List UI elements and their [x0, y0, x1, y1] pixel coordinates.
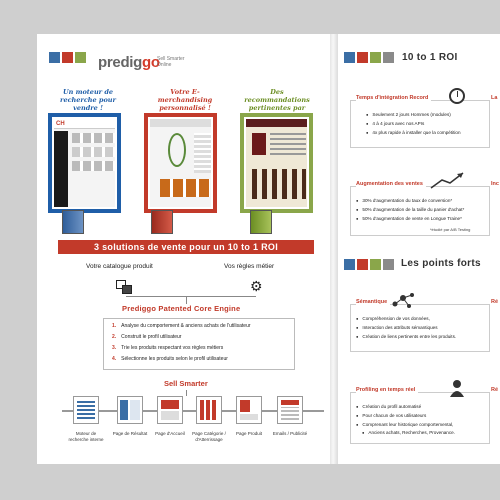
- integration-item-3: ● 4x plus rapide à installer que la compétition: [366, 130, 461, 135]
- stopwatch-icon: [449, 88, 465, 104]
- brand-logo: prediggo: [98, 54, 160, 71]
- profiling-item-2: ● Pour chacun de vos utilisateurs: [356, 413, 426, 418]
- connector-line-down: [186, 296, 187, 304]
- roi-square-blue: [344, 52, 355, 63]
- profiling-box: [350, 392, 490, 444]
- integration-title: Temps d'intégration Record: [356, 95, 431, 101]
- column-title-merchandising: Votre E-merchandising personnalisé !: [157, 88, 213, 112]
- integration-item-2: ● 4 à 4 jours avec nos APIs: [366, 121, 424, 126]
- catalogue-icon: [116, 280, 134, 294]
- thumb-emails: [277, 396, 303, 424]
- header-square-green: [75, 52, 86, 63]
- connector-line: [126, 296, 256, 297]
- recommendations-screenshot-card: [240, 113, 313, 213]
- rules-label: Vos règles métier: [224, 263, 275, 270]
- network-icon: [390, 290, 416, 310]
- merchandising-screenshot-card: [144, 113, 217, 213]
- user-profile-icon: [450, 379, 464, 397]
- thumb-home-page: [157, 396, 183, 424]
- page-spine: [330, 34, 338, 464]
- engine-title: Prediggo Patented Core Engine: [122, 304, 241, 313]
- semantic-cut-title: Ré: [491, 299, 499, 305]
- product-box-blue: [62, 210, 84, 234]
- output-label-emails: Emails / Publicité: [272, 431, 308, 436]
- engine-step-1: 1. Analyse du comportement & anciens achats de l'utilisateur: [112, 323, 251, 329]
- brand-tagline: Sell Smarter Online: [157, 56, 185, 68]
- points-square-green: [370, 259, 381, 270]
- solutions-banner: 3 solutions de vente pour un 10 to 1 ROI: [58, 240, 314, 254]
- integration-cut-title: La: [491, 95, 498, 101]
- output-label-results: Page de Résultat: [112, 431, 148, 436]
- profiling-item-4: ● Anciens achats, Recherches, Provenance.: [362, 430, 455, 435]
- output-label-search: Moteur de recherche interne: [68, 431, 104, 442]
- thumb-product-page: [236, 396, 262, 424]
- growth-arrow-icon: [430, 170, 466, 190]
- engine-step-2: 2. Construit le profil utilisateur: [112, 334, 182, 340]
- thumb-category-page: [196, 396, 222, 424]
- profiling-title: Profiling en temps réel: [356, 387, 418, 393]
- gears-icon: ⚙: [250, 278, 263, 294]
- column-title-recommendations: Des recommandations pertinentes par: [244, 88, 310, 112]
- header-square-red: [62, 52, 73, 63]
- roi-square-green: [370, 52, 381, 63]
- header-square-blue: [49, 52, 60, 63]
- sell-smarter-line: [186, 390, 187, 396]
- points-square-blue: [344, 259, 355, 270]
- roi-square-red: [357, 52, 368, 63]
- output-label-category: Page Catégorie / d'Atterrissage: [192, 431, 226, 442]
- roi-title: 10 to 1 ROI: [402, 52, 458, 63]
- profiling-item-1: ● Création du profil automatisé: [356, 404, 421, 409]
- semantic-item-3: ● Création de liens pertinents entre les produits.: [356, 334, 456, 339]
- search-screenshot-card: CH: [48, 113, 121, 213]
- thumb-internal-search: [73, 396, 99, 424]
- output-label-home: Page d'Accueil: [155, 431, 185, 436]
- points-square-red: [357, 259, 368, 270]
- output-label-product: Page Produit: [235, 431, 263, 436]
- semantic-title: Sémantique: [356, 299, 390, 305]
- product-box-red: [151, 210, 173, 234]
- sales-title: Augmentation des ventes: [356, 181, 426, 187]
- semantic-item-2: ● Interaction des attributs sémantiques: [356, 325, 438, 330]
- sales-cut-title: Inc: [491, 181, 499, 187]
- semantic-item-1: ● Compréhension de vos données,: [356, 316, 430, 321]
- engine-step-3: 3. Trie les produits respectant vos règles métiers: [112, 345, 224, 351]
- sales-item-1: ● 30% d'augmentation du taux de conversion*: [356, 198, 452, 203]
- sales-item-2: ● 50% d'augmentation de la taille du panier d'achat*: [356, 207, 464, 212]
- engine-step-4: 4. Sélectionne les produits selon le profil utilisateur: [112, 356, 228, 362]
- thumb-results-page: [117, 396, 143, 424]
- product-box-green: [250, 210, 272, 234]
- points-square-grey: [383, 259, 394, 270]
- points-title: Les points forts: [401, 258, 481, 269]
- sell-smarter-title: Sell Smarter: [164, 379, 208, 388]
- roi-square-grey: [383, 52, 394, 63]
- catalogue-label: Votre catalogue produit: [86, 263, 153, 270]
- integration-item-1: ● Seulement 2 jours Hommes (modules): [366, 112, 451, 117]
- profiling-item-3: ● Comprenant leur historique comportemental,: [356, 422, 453, 427]
- column-title-search: Un moteur de recherche pour vendre !: [60, 88, 116, 112]
- sales-footnote: *étudié par A/B Testing: [430, 227, 471, 232]
- profiling-cut-title: Ré: [491, 387, 499, 393]
- sales-item-3: ● 50% d'augmentation de vente en Longue Traine*: [356, 216, 462, 221]
